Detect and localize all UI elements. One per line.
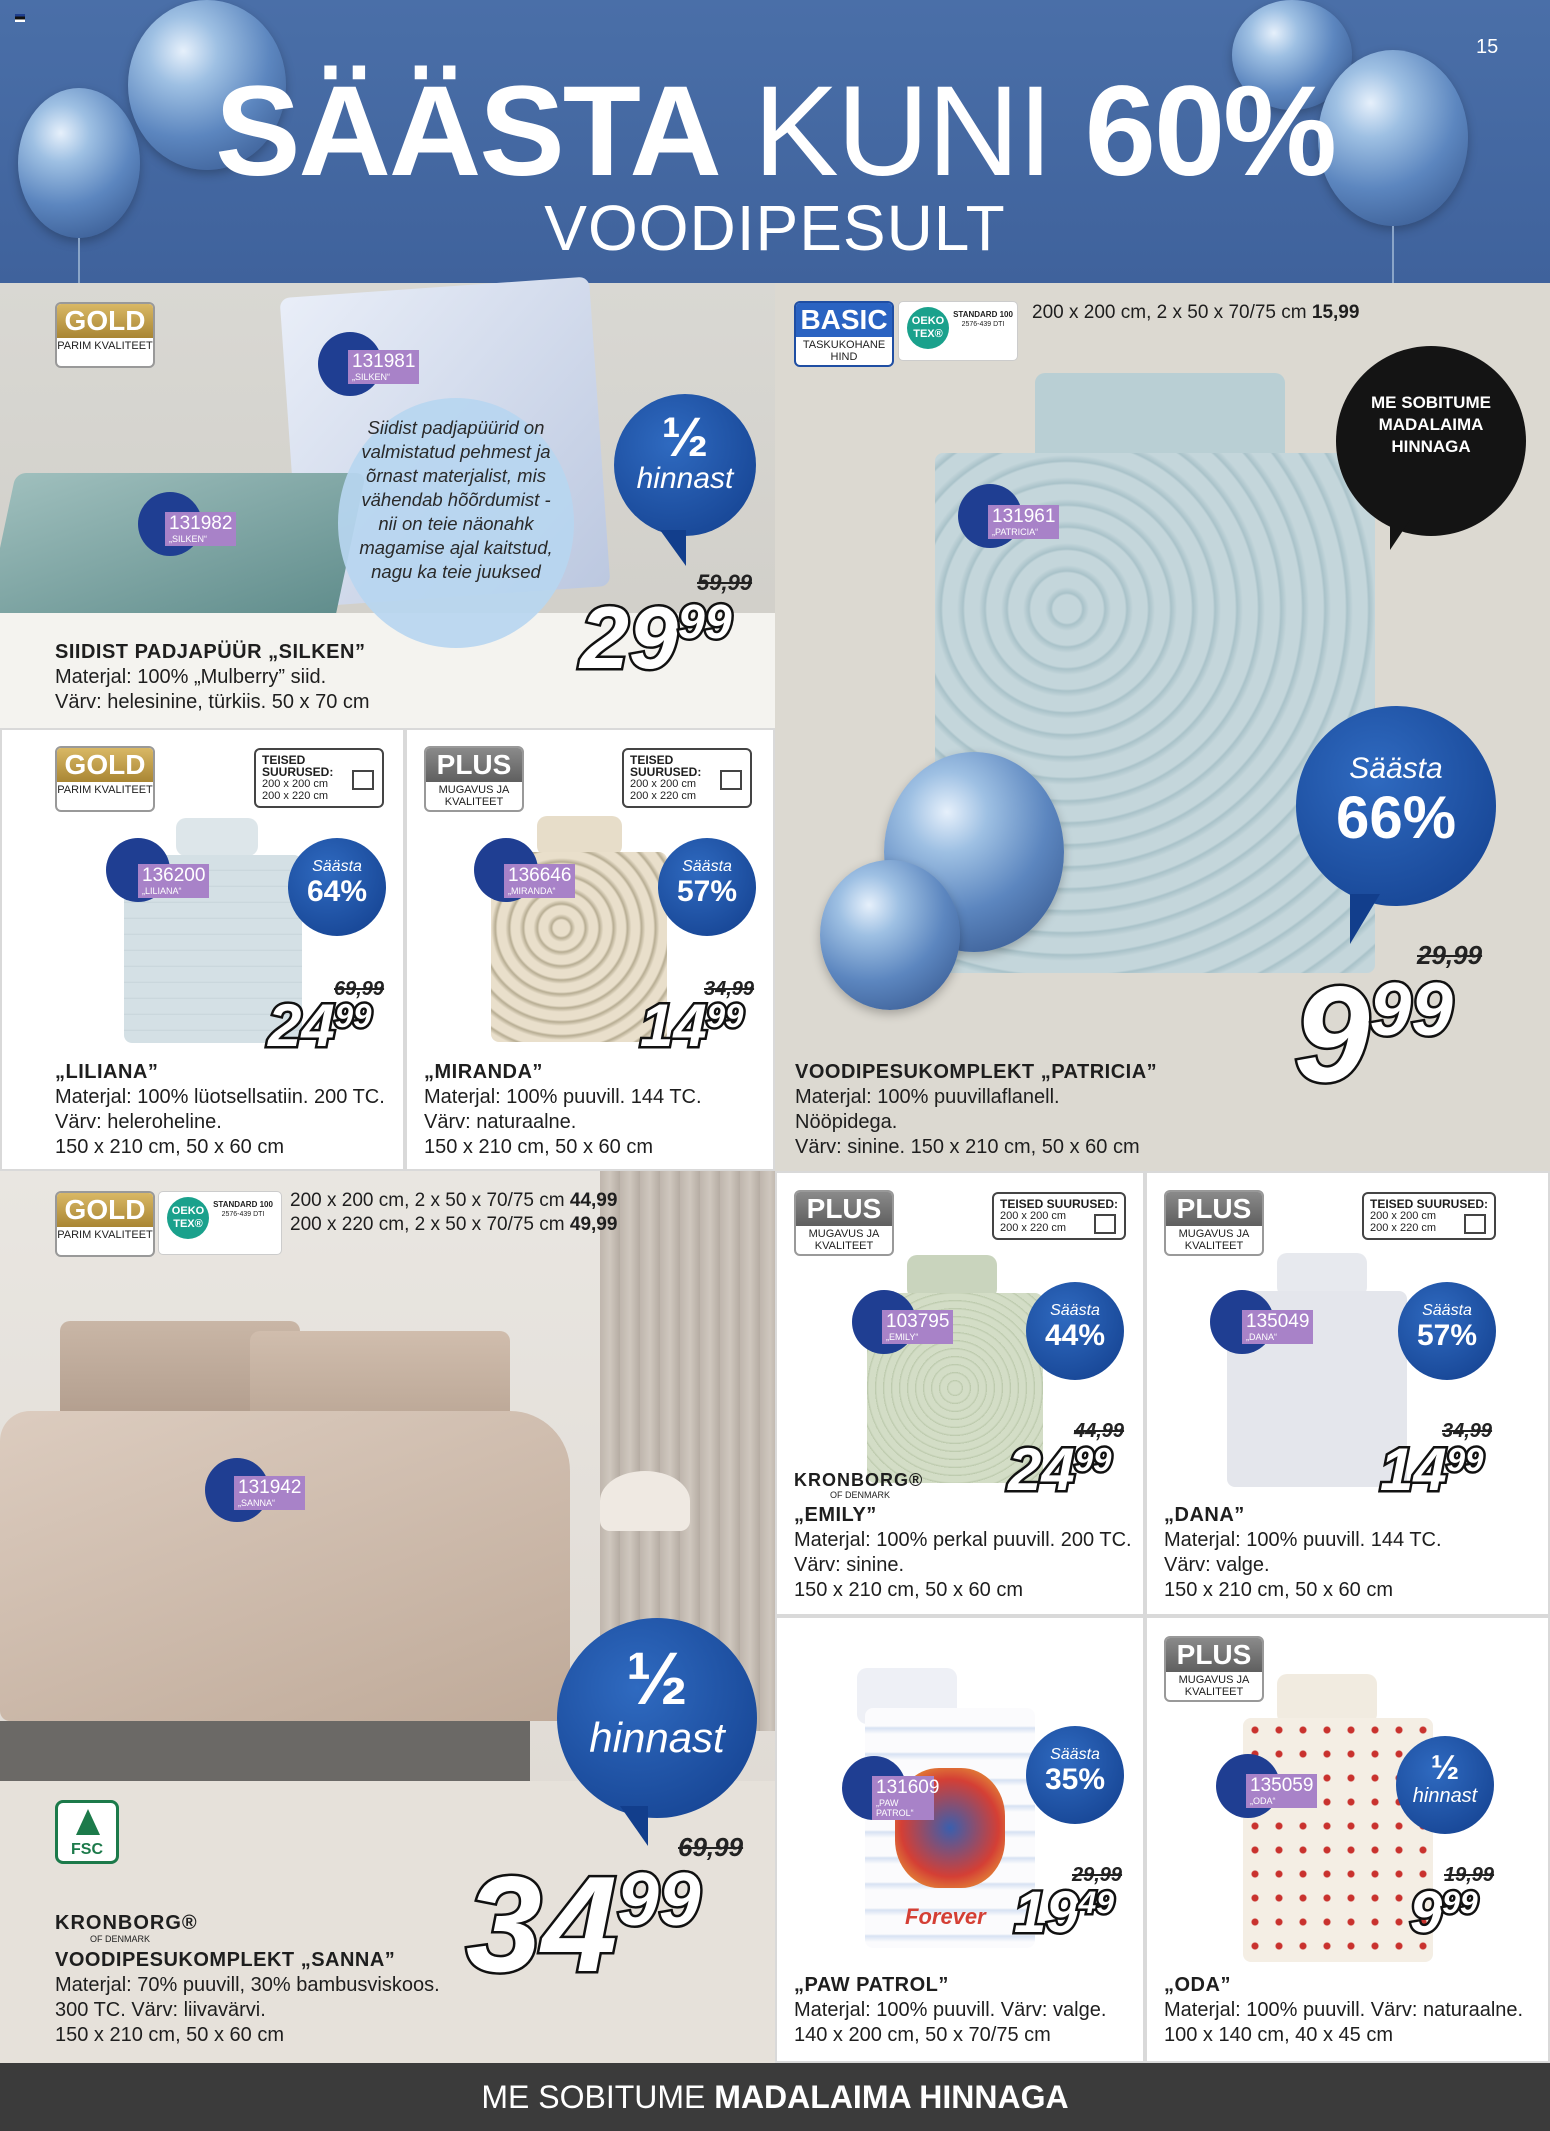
half-price-bubble: ½ hinnast (614, 394, 756, 536)
bed-base-image (0, 1721, 530, 1781)
product-desc: Materjal: 70% puuvill, 30% bambusviskoos. (55, 1974, 440, 1996)
old-price: 44,99 (1074, 1420, 1125, 1442)
bed-icon (1094, 1214, 1116, 1234)
product-desc: Materjal: 100% lüotsellsatiin. 200 TC. (55, 1086, 385, 1108)
pillow-image (176, 818, 258, 856)
product-desc: Värv: heleroheline. (55, 1111, 222, 1133)
price: $14^{99}$ (640, 992, 744, 1059)
save-bubble: Säästa 35% (1026, 1726, 1124, 1824)
save-bubble: Säästa 44% (1026, 1282, 1124, 1380)
product-desc: 140 x 200 cm, 50 x 70/75 cm (794, 2024, 1051, 2046)
gold-badge: GOLD PARIM KVALITEET (55, 1191, 155, 1257)
bed-icon (720, 770, 742, 790)
duvet-image (865, 1708, 1035, 1948)
price: $9^{99}$ (1294, 958, 1453, 1110)
old-price: 29,99 (1072, 1864, 1123, 1886)
old-price: 29,99 (1417, 940, 1483, 970)
bubble-tail (660, 530, 686, 566)
plus-badge: PLUS MUGAVUS JA KVALITEET (794, 1190, 894, 1256)
product-desc: Materjal: 100% puuvill. 144 TC. (424, 1086, 702, 1108)
price: $24^{99}$ (268, 992, 372, 1059)
product-code-tag: 103795 „EMILY“ (882, 1310, 953, 1344)
size-price-line: 200 x 200 cm, 2 x 50 x 70/75 cm 44,99 (290, 1190, 618, 1211)
duvet-image (0, 1411, 570, 1721)
old-price: 69,99 (334, 978, 385, 1000)
product-code-tag: 131981 „SILKEN“ (348, 350, 419, 384)
bed-icon (352, 770, 374, 790)
kronborg-logo: KRONBORG® (794, 1470, 924, 1490)
product-desc: Värv: helesinine, türkiis. 50 x 70 cm (55, 691, 370, 713)
product-title: „MIRANDA” (424, 1061, 543, 1083)
bubble-tail (1390, 520, 1410, 550)
product-title: „PAW PATROL” (794, 1974, 949, 1996)
product-code-tag: 136646 „MIRANDA“ (504, 864, 575, 898)
gold-badge: GOLD PARIM KVALITEET (55, 746, 155, 812)
oeko-tex-badge: OEKO TEX® STANDARD 100 2576-439 DTI (158, 1191, 282, 1255)
page-number: 15 (1476, 36, 1499, 58)
product-title: VOODIPESUKOMPLEKT „PATRICIA” (795, 1061, 1158, 1083)
product-desc: Värv: sinine. 150 x 210 cm, 50 x 60 cm (795, 1136, 1140, 1158)
balloon-icon (820, 860, 960, 1010)
product-desc: 300 TC. Värv: liivavärvi. (55, 1999, 266, 2021)
product-title: „LILIANA” (55, 1061, 159, 1083)
kronborg-logo: KRONBORG® (55, 1912, 198, 1934)
product-desc: 150 x 210 cm, 50 x 60 cm (794, 1579, 1024, 1601)
old-price: 69,99 (678, 1832, 744, 1862)
basic-badge: BASIC TASKUKOHANE HIND (794, 301, 894, 367)
forever-text: Forever (905, 1904, 986, 1929)
bubble-tail (1350, 894, 1380, 944)
size-price-line: 200 x 200 cm, 2 x 50 x 70/75 cm 15,99 (1032, 302, 1360, 323)
product-title: SIIDIST PADJAPÜÜR „SILKEN” (55, 641, 366, 663)
bed-icon (1464, 1214, 1486, 1234)
product-desc: 150 x 210 cm, 50 x 60 cm (424, 1136, 654, 1158)
product-desc: Materjal: 100% puuvill. Värv: valge. (794, 1999, 1107, 2021)
footer-banner: ME SOBITUME MADALAIMA HINNAGA (0, 2063, 1550, 2131)
product-code-tag: 131609 „PAW PATROL“ (872, 1776, 934, 1820)
other-sizes-box: TEISED SUURUSED: 200 x 200 cm 200 x 220 cm (622, 748, 752, 808)
gold-badge: GOLD PARIM KVALITEET (55, 302, 155, 368)
subline: VOODIPESULT (544, 192, 1006, 264)
product-title: „DANA” (1164, 1504, 1245, 1526)
product-title: „EMILY” (794, 1504, 877, 1526)
product-code-tag: 135059 „ODA“ (1246, 1774, 1317, 1808)
oeko-tex-badge: OEKO TEX® STANDARD 100 2576-439 DTI (898, 301, 1018, 361)
kronborg-sub: OF DENMARK (90, 1934, 151, 1944)
save-bubble: Säästa 64% (288, 838, 386, 936)
product-code-tag: 136200 „LILIANA“ (138, 864, 209, 898)
other-sizes-box: TEISED SUURUSED: 200 x 200 cm 200 x 220 cm (254, 748, 384, 808)
product-code-tag: 131982 „SILKEN“ (165, 512, 236, 546)
save-bubble: Säästa 66% (1296, 706, 1496, 906)
product-desc: Värv: valge. (1164, 1554, 1270, 1576)
product-code-tag: 135049 „DANA“ (1242, 1310, 1313, 1344)
price: $19^{49}$ (1014, 1880, 1114, 1945)
other-sizes-box: TEISED SUURUSED: 200 x 200 cm 200 x 220 cm (992, 1192, 1126, 1240)
product-desc: Värv: naturaalne. (424, 1111, 577, 1133)
product-desc: 150 x 210 cm, 50 x 60 cm (55, 1136, 285, 1158)
old-price: 19,99 (1444, 1864, 1495, 1886)
headline: SÄÄSTA KUNI 60% (215, 60, 1335, 203)
flag-icon (15, 14, 25, 22)
lamp-image (600, 1471, 690, 1531)
half-price-bubble: ½ hinnast (1396, 1736, 1494, 1834)
save-bubble: Säästa 57% (658, 838, 756, 936)
product-desc: Materjal: 100% puuvill. 144 TC. (1164, 1529, 1442, 1551)
product-title: „ODA” (1164, 1974, 1231, 1996)
product-desc: 150 x 210 cm, 50 x 60 cm (1164, 1579, 1394, 1601)
price: $14^{99}$ (1380, 1436, 1484, 1503)
kronborg-sub: OF DENMARK (830, 1490, 891, 1500)
plus-badge: PLUS MUGAVUS JA KVALITEET (1164, 1190, 1264, 1256)
old-price: 59,99 (697, 570, 753, 595)
product-code-tag: 131942 „SANNA“ (234, 1476, 305, 1510)
plus-badge: PLUS MUGAVUS JA KVALITEET (1164, 1636, 1264, 1702)
product-desc: 150 x 210 cm, 50 x 60 cm (55, 2024, 285, 2046)
price: $9^{99}$ (1410, 1880, 1478, 1945)
product-desc: Värv: sinine. (794, 1554, 905, 1576)
pillow-image (537, 816, 622, 856)
plus-badge: PLUS MUGAVUS JA KVALITEET (424, 746, 524, 812)
old-price: 34,99 (704, 978, 755, 1000)
product-desc: Materjal: 100% perkal puuvill. 200 TC. (794, 1529, 1132, 1551)
tree-icon (76, 1809, 100, 1835)
product-code-tag: 131961 „PATRICIA“ (988, 505, 1059, 539)
price: $24^{99}$ (1008, 1436, 1112, 1503)
fsc-logo: FSC (55, 1800, 119, 1864)
size-price-line: 200 x 220 cm, 2 x 50 x 70/75 cm 49,99 (290, 1214, 618, 1235)
price: $34^{99}$ (466, 1848, 701, 2000)
product-desc: 100 x 140 cm, 40 x 45 cm (1164, 2024, 1394, 2046)
bubble-tail (620, 1806, 648, 1846)
other-sizes-box: TEISED SUURUSED: 200 x 200 cm 200 x 220 cm (1362, 1192, 1496, 1240)
product-desc: Materjal: 100% puuvillaflanell. (795, 1086, 1060, 1108)
price: $29^{99}$ (580, 588, 732, 687)
silken-info-text: Siidist padjapüürid on valmistatud pehmest ja õrnast materjalist, mis vähendab hõõrdumist - nii on teie näonahk magamise ajal kaitstud, nagu ka teie juuksed (359, 417, 553, 582)
old-price: 34,99 (1442, 1420, 1493, 1442)
product-title: VOODIPESUKOMPLEKT „SANNA” (55, 1949, 396, 1971)
product-desc: Nööpidega. (795, 1111, 898, 1133)
pillow-image (1277, 1674, 1377, 1724)
product-desc: Materjal: 100% puuvill. Värv: naturaalne. (1164, 1999, 1524, 2021)
half-price-bubble: ½ hinnast (557, 1618, 757, 1818)
best-price-text: ME SOBITUME MADALAIMA HINNAGA (1371, 393, 1491, 456)
save-bubble: Säästa 57% (1398, 1282, 1496, 1380)
product-desc: Materjal: 100% „Mulberry” siid. (55, 666, 327, 688)
